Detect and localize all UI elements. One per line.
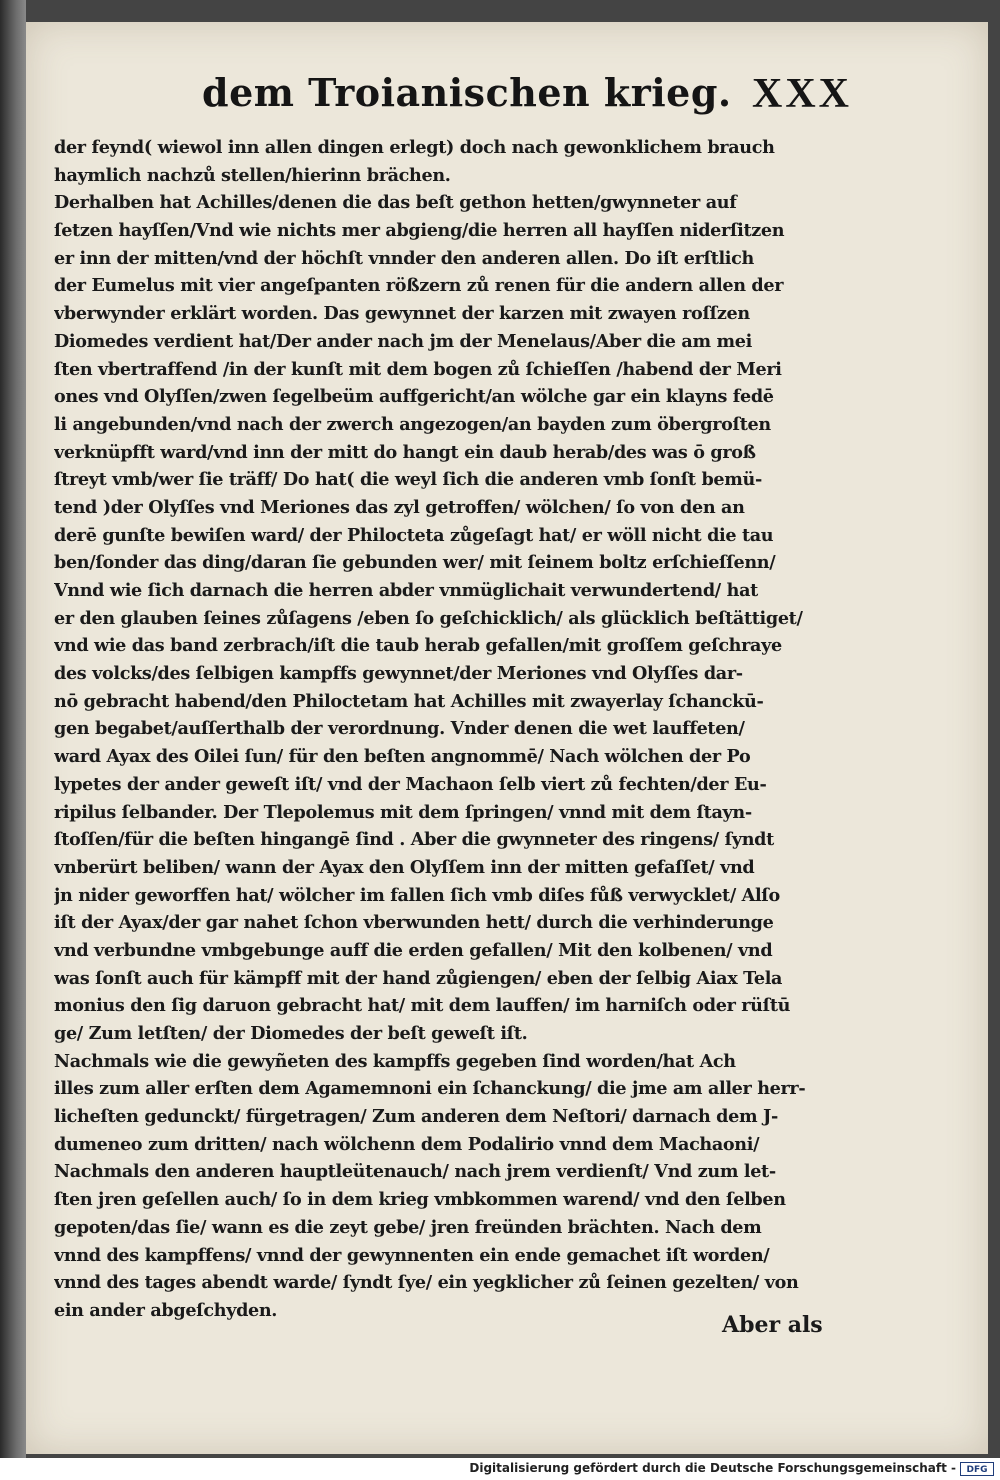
text-line: was ſonſt auch für kämpff mit der hand zůgiengen/ eben der ſelbig Aiax Tela	[54, 967, 783, 989]
text-line: vberwynder erklärt worden. Das gewynnet der karzen mit zwayen roſſzen	[54, 303, 750, 325]
funding-credit: Digitalisierung gefördert durch die Deutsche Forschungsgemeinschaft -	[469, 1461, 956, 1475]
dfg-logo: DFG	[960, 1462, 994, 1476]
text-line: vnd wie das band zerbrach/iſt die taub herab gefallen/mit groſſem geſchraye	[54, 635, 782, 657]
text-line: nō gebracht habend/den Philoctetam hat Achilles mit zwayerlay ſchanckū-	[54, 690, 764, 712]
text-line: iſt der Ayax/der gar nahet ſchon vberwunden hett/ durch die verhinderunge	[54, 912, 774, 934]
folio-number: XXX	[752, 71, 852, 117]
text-line: ripilus ſelbander. Der Tlepolemus mit dem ſpringen/ vnnd mit dem ſtayn-	[54, 801, 752, 823]
text-line: ſten jren geſellen auch/ ſo in dem krieg vmbkommen warend/ vnd den ſelben	[54, 1189, 786, 1211]
text-line: ſtoſſen/für die beſten hingangē ſind . Aber die gwynneter des ringens/ ſyndt	[54, 829, 774, 851]
text-line: er den glauben ſeines zůſagens /eben ſo geſchicklich/ als glücklich beſtättiget/	[54, 607, 803, 629]
text-line: verknüpfft ward/vnd inn der mitt do hangt ein daub herab/des was ō groß	[54, 441, 756, 463]
text-line: ſtreyt vmb/wer ſie träff/ Do hat( die weyl ſich die anderen vmb ſonſt bemü-	[54, 469, 762, 491]
book-page	[26, 22, 988, 1454]
text-line: monius den ſig daruon gebracht hat/ mit dem lauffen/ im harniſch oder rüſtū	[54, 995, 791, 1017]
text-line: li angebunden/vnd nach der zwerch angezogen/an bayden zum öbergroſten	[54, 413, 771, 435]
text-line: gepoten/das ſie/ wann es die zeyt gebe/ jren freünden brächten. Nach dem	[54, 1216, 762, 1238]
text-line: Nachmals wie die gewyñeten des kampffs gegeben ſind worden/hat Ach	[54, 1050, 736, 1072]
text-line: licheſten gedunckt/ fürgetragen/ Zum anderen dem Neſtori/ darnach dem J-	[54, 1106, 778, 1128]
text-line: ſetzen hayſſen/Vnd wie nichts mer abgieng/die herren all hayſſen niderſitzen	[54, 220, 785, 242]
text-line: illes zum aller erſten dem Agamemnoni ein ſchanckung/ die jme am aller herr-	[54, 1078, 806, 1100]
running-head	[202, 70, 852, 132]
text-line: er inn der mitten/vnd der höchſt vnnder den anderen allen. Do iſt erſtlich	[54, 247, 754, 269]
text-line: gen begabet/auſſerthalb der verordnung. Vnder denen die wet lauffeten/	[54, 718, 745, 740]
text-line: Nachmals den anderen hauptleütenauch/ nach jrem verdienſt/ Vnd zum let-	[54, 1161, 776, 1183]
text-line: vnnd des tages abendt warde/ ſyndt ſye/ ein yegklicher zů ſeinen gezelten/ von	[54, 1272, 799, 1294]
footer-bar	[0, 1458, 1000, 1480]
text-line: dumeneo zum dritten/ nach wölchenn dem Podalirio vnnd dem Machaoni/	[54, 1133, 760, 1155]
text-line: haymlich nachzů stellen/hierinn brächen.	[54, 164, 451, 186]
book-spine-edge	[0, 0, 26, 1458]
text-line: ward Ayax des Oilei ſun/ für den beſten angnommē/ Nach wölchen der Po	[54, 746, 751, 768]
text-line: der feynd( wiewol inn allen dingen erlegt) doch nach gewonklichem brauch	[54, 137, 775, 158]
text-line: vnberürt beliben/ wann der Ayax den Olyſſem inn der mitten gefaſſet/ vnd	[54, 856, 755, 878]
text-line: Vnnd wie ſich darnach die herren abder vnmüglichait verwundertend/ hat	[54, 580, 758, 601]
text-line: ſten vbertraffend /in der kunſt mit dem bogen zů ſchieſſen /habend der Meri	[54, 358, 782, 380]
text-line: der Eumelus mit vier angeſpanten rößzern zů renen für die andern allen der	[54, 275, 784, 297]
running-title: dem Troianischen krieg.	[202, 70, 732, 115]
text-line: ein ander abgeſchyden.	[54, 1299, 278, 1321]
catchword: Aber als	[722, 1312, 823, 1338]
text-line: jn nider geworffen hat/ wölcher im fallen ſich vmb diſes fůß verwycklet/ Alſo	[54, 884, 780, 906]
text-line: des volcks/des ſelbigen kampffs gewynnet/der Meriones vnd Olyſſes dar-	[54, 663, 743, 685]
text-line: Diomedes verdient hat/Der ander nach jm der Menelaus/Aber die am mei	[54, 330, 752, 352]
text-line: Derhalben hat Achilles/denen die das beſt gethon hetten/gwynneter auf	[54, 192, 737, 214]
text-line: derē gunſte bewiſen ward/ der Philocteta zůgeſagt hat/ er wöll nicht die tau	[54, 524, 774, 546]
text-line: tend )der Olyſſes vnd Meriones das zyl getroffen/ wölchen/ ſo von den an	[54, 496, 745, 518]
text-line: ben/ſonder das ding/daran ſie gebunden wer/ mit ſeinem boltz erſchieſſenn/	[54, 552, 776, 574]
text-line: ge/ Zum letſten/ der Diomedes der beſt geweſt iſt.	[54, 1023, 528, 1044]
text-line: lypetes der ander geweſt iſt/ vnd der Machaon ſelb viert zů fechten/der Eu-	[54, 773, 767, 795]
text-line: ones vnd Olyſſen/zwen ſegelbeüm auffgericht/an wölche gar ein klayns fedē	[54, 386, 774, 408]
text-line: vnnd des kampffens/ vnnd der gewynnenten ein ende gemachet iſt worden/	[54, 1244, 770, 1266]
text-line: vnd verbundne vmbgebunge auff die erden gefallen/ Mit den kolbenen/ vnd	[54, 939, 773, 961]
text-block	[54, 134, 854, 1325]
